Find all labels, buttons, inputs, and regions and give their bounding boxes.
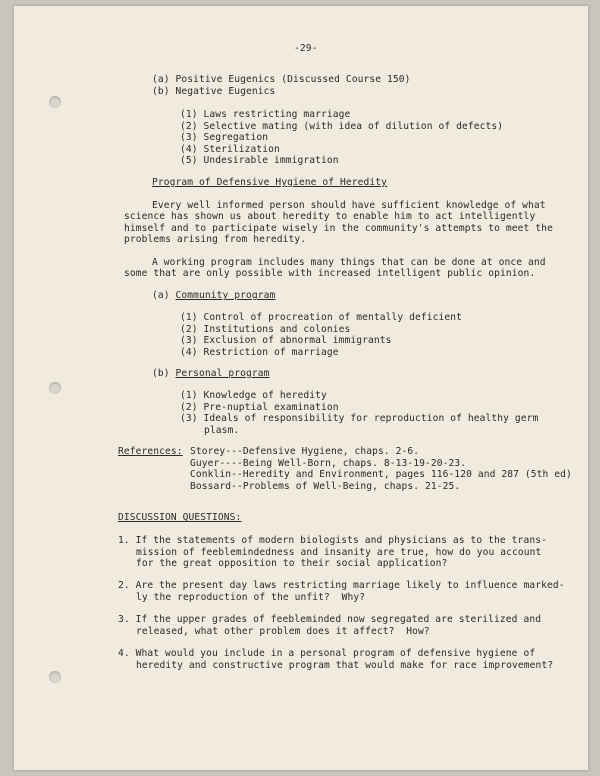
community-label: Community program [175,290,276,301]
paragraph-line: some that are only possible with increased intelligent public opinion. [124,268,536,279]
paragraph-line: problems arising from heredity. [124,234,307,245]
binder-hole [49,96,61,108]
list-item: (1) Laws restricting marriage [180,109,351,120]
binder-hole [49,671,61,683]
list-item: (3) Exclusion of abnormal immigrants [180,335,392,346]
list-item: (1) Control of procreation of mentally deficient [180,312,463,323]
references-label: References: [118,446,183,457]
binder-hole [49,382,61,394]
eugenics-a: (a) Positive Eugenics (Discussed Course 150) [152,74,411,85]
list-item: (1) Knowledge of heredity [180,390,327,401]
section-heading: Program of Defensive Hygiene of Heredity [152,177,388,188]
list-item: (2) Selective mating (with idea of dilution of defects) [180,121,504,132]
list-item: (4) Sterilization [180,144,280,155]
question-line: 1. If the statements of modern biologists and physicians as to the trans- [118,535,547,546]
paragraph-line: himself and to participate wisely in the community's attempts to meet the [124,223,553,234]
list-item: plasm. [204,425,240,436]
question-line: 3. If the upper grades of feebleminded now segregated are sterilized and [118,614,542,625]
question-line: 4. What would you include in a personal program of defensive hygiene of [118,648,536,659]
reference-item: Conklin--Heredity and Environment, pages 116-120 and 287 (5th ed) [190,469,572,480]
reference-item: Guyer----Being Well-Born, chaps. 8-13-19-20-23. [190,458,467,469]
paragraph-line: Every well informed person should have sufficient knowledge of what [152,200,546,211]
page-number: -29- [294,43,318,54]
community-program-heading [152,290,275,302]
list-item: (4) Restriction of marriage [180,347,339,358]
community-prefix: (a) [152,290,176,301]
personal-label: Personal program [175,368,270,379]
list-item: (5) Undesirable immigration [180,155,339,166]
list-item: (3) Ideals of responsibility for reproduction of healthy germ [180,413,539,424]
question-line: 2. Are the present day laws restricting marriage likely to influence marked- [118,580,565,591]
question-line: released, what other problem does it affect? How? [136,626,430,637]
discussion-heading: DISCUSSION QUESTIONS: [118,512,242,523]
eugenics-b: (b) Negative Eugenics [152,86,276,97]
question-line: for the great opposition to their social application? [136,558,448,569]
question-line: ly the reproduction of the unfit? Why? [136,592,366,603]
paragraph-line: science has shown us about heredity to enable him to act intelligently [124,211,536,222]
reference-item: Bossard--Problems of Well-Being, chaps. 21-25. [190,481,461,492]
personal-prefix: (b) [152,368,176,379]
list-item: (2) Pre-nuptial examination [180,402,339,413]
paragraph-line: A working program includes many things that can be done at once and [152,257,546,268]
list-item: (2) Institutions and colonies [180,324,351,335]
question-line: heredity and constructive program that would make for race improvement? [136,660,554,671]
personal-program-heading [152,368,270,380]
question-line: mission of feeblemindedness and insanity are true, how do you account [136,547,542,558]
reference-item: Storey---Defensive Hygiene, chaps. 2-6. [190,446,420,457]
list-item: (3) Segregation [180,132,269,143]
